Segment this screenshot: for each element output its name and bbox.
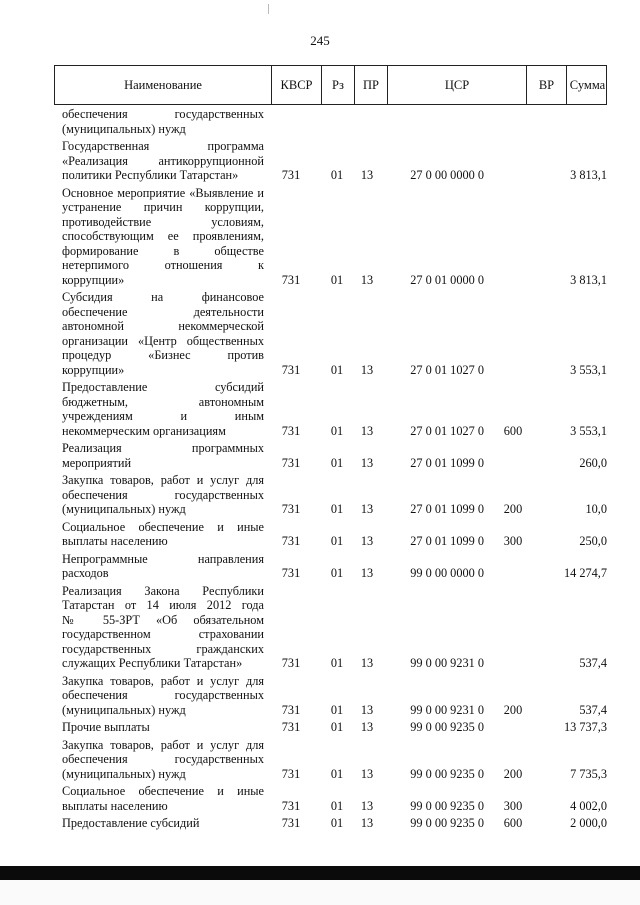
row-name-line: Закупка товаров, работ и услуг для [62, 673, 264, 688]
row-name-line: государственном страховании [62, 627, 264, 641]
table-row [62, 552, 607, 581]
row-name-line: обеспечения государственных [62, 107, 264, 121]
row-name [62, 380, 264, 438]
row-name-line: коррупции» [62, 272, 125, 287]
row-name-line: Социальное обеспечение и иные [62, 784, 264, 798]
cell-pr: 13 [360, 168, 374, 182]
cell-kvsr: 731 [281, 816, 301, 830]
cell-csr: 27 0 01 0000 0 [410, 272, 484, 287]
cell-csr: 99 0 00 9235 0 [410, 766, 484, 781]
cell-csr: 27 0 00 0000 0 [410, 168, 484, 182]
cell-csr: 27 0 01 1099 0 [410, 502, 484, 516]
cell-rz: 01 [330, 502, 344, 516]
row-name-line: Социальное обеспечение и иные [62, 519, 264, 534]
cell-sum: 14 274,7 [563, 566, 607, 580]
table-row [62, 720, 607, 735]
table-row [62, 107, 607, 136]
row-name [62, 186, 264, 288]
cell-rz: 01 [330, 766, 344, 781]
cell-kvsr: 731 [281, 702, 301, 717]
cell-sum: 537,4 [579, 702, 607, 717]
cell-pr: 13 [360, 720, 374, 734]
row-name-line: (муниципальных) нужд [62, 766, 186, 781]
scan-margin [0, 880, 640, 905]
cell-kvsr: 731 [281, 766, 301, 781]
cell-sum: 13 737,3 [563, 720, 607, 734]
cell-kvsr: 731 [281, 566, 301, 580]
page-number: 245 [310, 33, 330, 48]
row-name [62, 107, 264, 136]
table-row [62, 784, 607, 813]
cell-pr: 13 [360, 534, 374, 548]
cell-sum: 3 813,1 [570, 272, 607, 287]
table-row [62, 584, 607, 671]
table-body [62, 107, 607, 831]
row-name-line: политики Республики Татарстан» [62, 168, 239, 182]
cell-pr: 13 [360, 656, 374, 670]
row-name-line: нетерпимого отношения к [62, 258, 264, 272]
header-kvsr: КВСР [272, 66, 322, 104]
row-name-line: Государственная программа [62, 139, 264, 153]
cell-pr: 13 [360, 423, 374, 438]
row-name-line: служащих Республики Татарстан» [62, 656, 243, 670]
cell-vr: 600 [503, 816, 523, 830]
cell-vr: 600 [503, 423, 523, 438]
header-sum: Сумма [569, 78, 606, 92]
cell-rz: 01 [330, 423, 344, 438]
row-name-line: обеспечение деятельности [62, 304, 264, 319]
cell-rz: 01 [330, 168, 344, 182]
cell-sum: 2 000,0 [570, 816, 607, 830]
row-name-line: Закупка товаров, работ и услуг для [62, 737, 264, 752]
cell-kvsr: 731 [281, 798, 301, 813]
cell-rz: 01 [330, 534, 344, 548]
cell-rz: 01 [330, 702, 344, 717]
cell-csr: 99 0 00 9235 0 [410, 798, 484, 813]
row-name [62, 520, 264, 549]
cell-vr: 200 [503, 502, 523, 516]
cell-rz: 01 [330, 656, 344, 670]
row-name-line: противодействие условиям, [62, 214, 264, 229]
table-row [62, 380, 607, 438]
cell-sum: 250,0 [579, 534, 607, 548]
cell-csr: 99 0 00 9235 0 [410, 720, 484, 734]
cell-sum: 7 735,3 [570, 766, 607, 781]
row-name-line: автономной некоммерческой [62, 319, 264, 333]
row-name [62, 674, 264, 718]
header-rz: Рз [322, 66, 355, 104]
cell-rz: 01 [330, 720, 344, 734]
row-name-line: способствующим ее проявлениям, [62, 229, 264, 243]
cell-sum: 537,4 [579, 656, 607, 670]
table-row [62, 816, 607, 831]
row-name-line: Закупка товаров, работ и услуг для [62, 473, 264, 487]
row-name [62, 139, 264, 183]
row-name-line: учреждениям и иным [62, 409, 264, 423]
cell-kvsr: 731 [281, 272, 301, 287]
cell-pr: 13 [360, 455, 374, 470]
table-header [54, 65, 607, 105]
row-name-line: обеспечения государственных [62, 688, 264, 702]
table-row [62, 441, 607, 470]
cell-kvsr: 731 [281, 656, 301, 670]
cell-rz: 01 [330, 566, 344, 580]
row-name [62, 784, 264, 813]
cell-csr: 27 0 01 1027 0 [410, 423, 484, 438]
row-name-line: процедур «Бизнес против [62, 348, 264, 362]
scan-mark [268, 4, 269, 14]
table-row [62, 290, 607, 377]
cell-kvsr: 731 [281, 168, 301, 182]
cell-rz: 01 [330, 455, 344, 470]
table-row [62, 520, 607, 549]
cell-sum: 3 553,1 [570, 362, 607, 377]
cell-pr: 13 [360, 702, 374, 717]
row-name-line: Основное мероприятие «Выявление и [62, 185, 264, 200]
cell-kvsr: 731 [281, 455, 301, 470]
scan-border [0, 866, 640, 880]
cell-pr: 13 [360, 566, 374, 580]
table-row [62, 473, 607, 517]
cell-csr: 99 0 00 9231 0 [410, 702, 484, 717]
cell-csr: 27 0 01 1099 0 [410, 534, 484, 548]
cell-sum: 4 002,0 [570, 798, 607, 813]
cell-kvsr: 731 [281, 502, 301, 516]
row-name-line: обеспечения государственных [62, 752, 264, 766]
cell-kvsr: 731 [281, 423, 301, 438]
row-name [62, 584, 264, 671]
row-name-line: Субсидия на финансовое [62, 290, 264, 304]
header-csr: ЦСР [388, 66, 527, 104]
row-name [62, 473, 264, 517]
cell-vr: 300 [503, 798, 523, 813]
cell-sum: 260,0 [579, 455, 607, 470]
row-name [62, 816, 264, 831]
row-name [62, 720, 264, 735]
row-name-line: Непрограммные направления [62, 551, 264, 566]
cell-pr: 13 [360, 766, 374, 781]
row-name-line: формирование в обществе [62, 243, 264, 258]
cell-csr: 27 0 01 1099 0 [410, 455, 484, 470]
cell-vr: 200 [503, 702, 523, 717]
table-row [62, 139, 607, 183]
row-name [62, 552, 264, 581]
row-name-line: выплаты населению [62, 798, 168, 813]
row-name-line: (муниципальных) нужд [62, 502, 186, 516]
row-name-line: (муниципальных) нужд [62, 121, 186, 136]
cell-rz: 01 [330, 816, 344, 830]
row-name-line: Предоставление субсидий [62, 816, 200, 830]
cell-csr: 99 0 00 9235 0 [410, 816, 484, 830]
row-name-line: расходов [62, 566, 109, 580]
row-name-line: «Реализация антикоррупционной [62, 153, 264, 168]
cell-pr: 13 [360, 272, 374, 287]
cell-vr: 200 [503, 766, 523, 781]
cell-pr: 13 [360, 798, 374, 813]
header-pr: ПР [355, 66, 388, 104]
row-name-line: государственных гражданских [62, 641, 264, 656]
cell-vr: 300 [503, 534, 523, 548]
row-name-line: Предоставление субсидий [62, 380, 264, 394]
cell-rz: 01 [330, 272, 344, 287]
row-name [62, 738, 264, 782]
cell-rz: 01 [330, 798, 344, 813]
cell-pr: 13 [360, 362, 374, 377]
row-name-line: некоммерческим организациям [62, 423, 226, 438]
header-name: Наименование [55, 66, 272, 104]
row-name-line: (муниципальных) нужд [62, 702, 186, 717]
row-name-line: Реализация программных [62, 441, 264, 455]
cell-pr: 13 [360, 816, 374, 830]
row-name-line: Реализация Закона Республики [62, 583, 264, 598]
row-name-line: Татарстан от 14 июля 2012 года [62, 598, 264, 612]
cell-csr: 99 0 00 0000 0 [410, 566, 484, 580]
row-name-line: организации «Центр общественных [62, 333, 264, 348]
row-name-line: бюджетным, автономным [62, 394, 264, 409]
cell-sum: 3 813,1 [570, 168, 607, 182]
row-name [62, 290, 264, 377]
table-row [62, 186, 607, 288]
cell-csr: 27 0 01 1027 0 [410, 362, 484, 377]
cell-sum: 3 553,1 [570, 423, 607, 438]
row-name-line: выплаты населению [62, 534, 168, 548]
row-name-line: Прочие выплаты [62, 720, 150, 734]
row-name-line: обеспечения государственных [62, 487, 264, 502]
cell-sum: 10,0 [585, 502, 607, 516]
cell-kvsr: 731 [281, 534, 301, 548]
cell-rz: 01 [330, 362, 344, 377]
row-name-line: коррупции» [62, 362, 125, 377]
cell-pr: 13 [360, 502, 374, 516]
row-name [62, 441, 264, 470]
cell-kvsr: 731 [281, 720, 301, 734]
row-name-line: устранение причин коррупции, [62, 200, 264, 214]
row-name-line: мероприятий [62, 455, 132, 470]
row-name-line: № 55-ЗРТ «Об обязательном [62, 612, 264, 627]
cell-csr: 99 0 00 9231 0 [410, 656, 484, 670]
cell-kvsr: 731 [281, 362, 301, 377]
table-row [62, 674, 607, 718]
table-row [62, 738, 607, 782]
header-vr: ВР [527, 66, 567, 104]
